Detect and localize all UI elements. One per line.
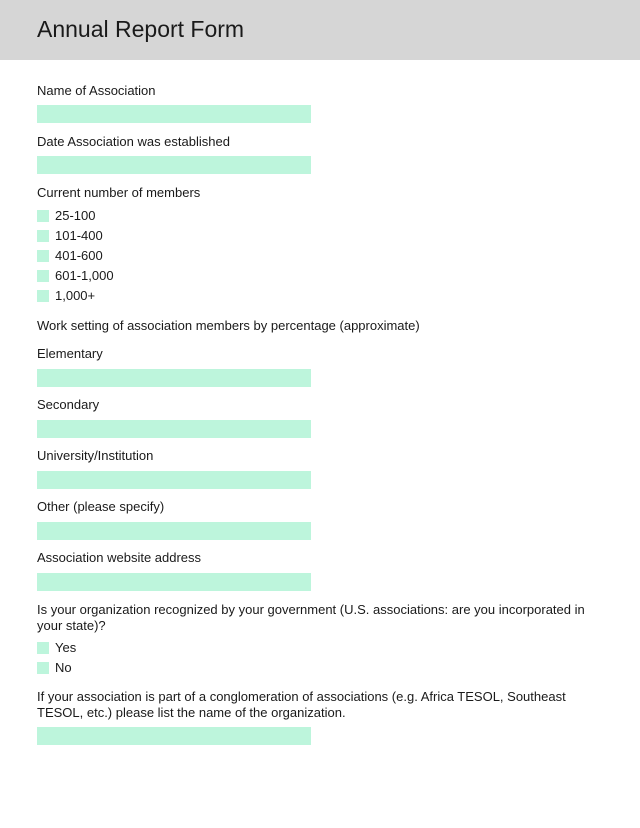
member-option-1000-plus[interactable] bbox=[37, 289, 95, 303]
recognized-label: Is your organization recognized by your government (U.S. associations: are you incorporated in your state)? bbox=[37, 602, 585, 633]
other-input[interactable] bbox=[37, 522, 311, 540]
secondary-label: Secondary bbox=[37, 397, 100, 412]
website-label: Association website address bbox=[37, 550, 202, 565]
option-label: 401-600 bbox=[55, 248, 103, 263]
member-option-601-1000[interactable] bbox=[37, 269, 114, 283]
name-label: Name of Association bbox=[37, 83, 156, 98]
university-input[interactable] bbox=[37, 471, 311, 489]
checkbox[interactable] bbox=[37, 230, 49, 242]
checkbox[interactable] bbox=[37, 642, 49, 654]
elementary-label: Elementary bbox=[37, 346, 103, 361]
secondary-input[interactable] bbox=[37, 420, 311, 438]
member-option-25-100[interactable] bbox=[37, 209, 95, 223]
website-input[interactable] bbox=[37, 573, 311, 591]
option-label: 1,000+ bbox=[55, 288, 96, 303]
checkbox[interactable] bbox=[37, 290, 49, 302]
option-label: No bbox=[55, 660, 72, 675]
checkbox[interactable] bbox=[37, 250, 49, 262]
recognized-option-no[interactable] bbox=[37, 661, 72, 675]
checkbox[interactable] bbox=[37, 270, 49, 282]
name-input[interactable] bbox=[37, 105, 311, 123]
checkbox[interactable] bbox=[37, 210, 49, 222]
checkbox[interactable] bbox=[37, 662, 49, 674]
work-setting-label: Work setting of association members by percentage (approximate) bbox=[37, 318, 420, 333]
option-label: Yes bbox=[55, 640, 77, 655]
date-input[interactable] bbox=[37, 156, 311, 174]
member-option-101-400[interactable] bbox=[37, 229, 103, 243]
conglomeration-input[interactable] bbox=[37, 727, 311, 745]
member-option-401-600[interactable] bbox=[37, 249, 103, 263]
university-label: University/Institution bbox=[37, 448, 154, 463]
conglomeration-label: If your association is part of a conglomeration of associations (e.g. Africa TESOL, Southeast TESOL, etc.) please list the name of the organization. bbox=[37, 689, 566, 720]
date-label: Date Association was established bbox=[37, 134, 230, 149]
page-title: Annual Report Form bbox=[37, 16, 245, 42]
option-label: 25-100 bbox=[55, 208, 96, 223]
recognized-option-yes[interactable] bbox=[37, 641, 76, 655]
header-bar bbox=[0, 0, 640, 60]
members-label: Current number of members bbox=[37, 185, 201, 200]
option-label: 601-1,000 bbox=[55, 268, 114, 283]
other-label: Other (please specify) bbox=[37, 499, 165, 514]
option-label: 101-400 bbox=[55, 228, 103, 243]
elementary-input[interactable] bbox=[37, 369, 311, 387]
